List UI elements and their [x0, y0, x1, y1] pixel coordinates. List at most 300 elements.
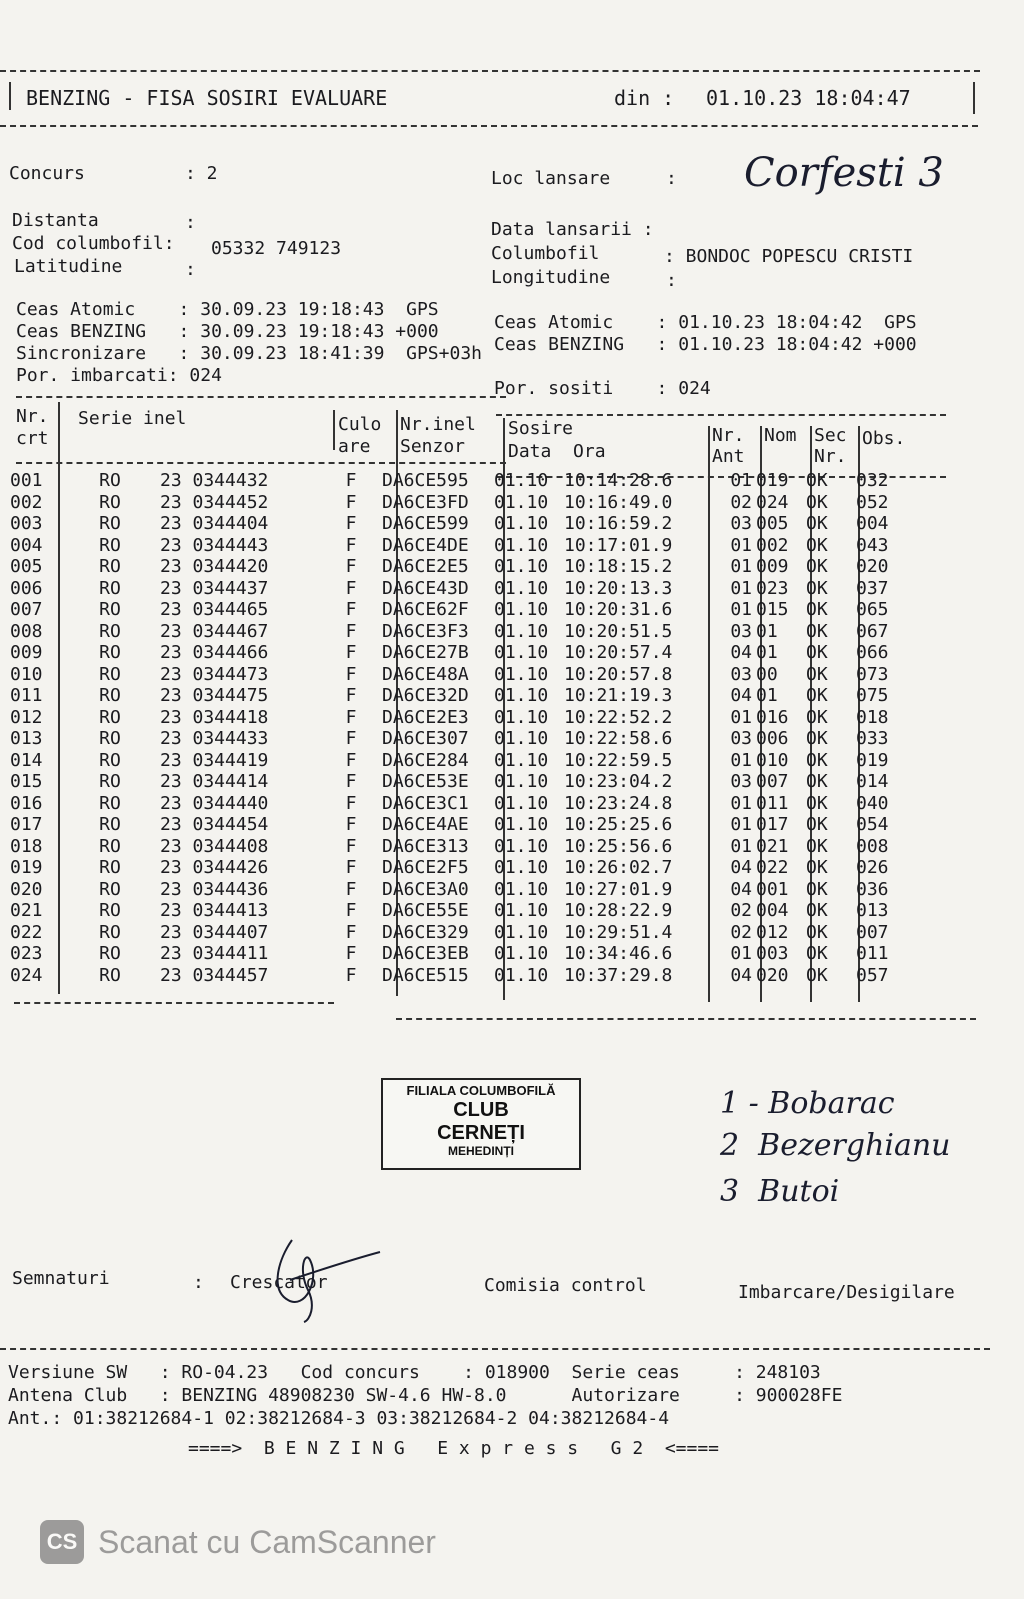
- table-header-rule-left: [16, 462, 506, 464]
- table-row: [10, 750, 916, 772]
- row-antenna: 03: [730, 620, 752, 642]
- distanta-label: Distanta: [12, 210, 99, 231]
- table-row: [10, 513, 916, 535]
- th-senzor: Senzor: [400, 436, 466, 457]
- stamp-line-1: FILIALA COLUMBOFILĂ: [406, 1083, 556, 1098]
- row-senzor: DA6CE55E: [382, 900, 469, 922]
- concurs-label: Concurs: [9, 163, 85, 184]
- row-senzor: DA6CE43D: [382, 577, 469, 599]
- row-serie: 23 0344411: [160, 943, 269, 965]
- commission-member-1: 1 - Bobarac: [720, 1086, 895, 1121]
- row-nom: 004: [756, 900, 789, 922]
- row-nom: 002: [756, 534, 789, 556]
- row-sec: OK: [806, 835, 828, 857]
- row-nom: 023: [756, 577, 789, 599]
- row-antenna: 01: [730, 749, 752, 771]
- row-obs: 004: [856, 513, 889, 535]
- header-bottom-rule: [0, 125, 978, 127]
- row-senzor: DA6CE3A0: [382, 878, 469, 900]
- ceas-benzing-start: Ceas BENZING : 30.09.23 19:18:43 +000: [16, 321, 439, 342]
- row-senzor: DA6CE53E: [382, 771, 469, 793]
- row-date: 01.10: [494, 642, 549, 664]
- table-row: [10, 879, 916, 901]
- data-lansarii-label: Data lansarii :: [491, 219, 654, 240]
- row-antenna: 03: [730, 663, 752, 685]
- row-senzor: DA6CE3F3: [382, 620, 469, 642]
- latitudine-sep: :: [185, 259, 196, 280]
- table-bottom-rule-left: [14, 1002, 334, 1004]
- row-antenna: 01: [730, 556, 752, 578]
- row-obs: 066: [856, 642, 889, 664]
- table-row: [10, 535, 916, 557]
- row-obs: 054: [856, 814, 889, 836]
- camscanner-watermark: [40, 1520, 436, 1564]
- row-nr: 005: [10, 556, 43, 578]
- row-nom: 017: [756, 814, 789, 836]
- row-senzor: DA6CE3C1: [382, 792, 469, 814]
- th-culoare-2: are: [338, 436, 371, 457]
- row-nom: 003: [756, 943, 789, 965]
- row-nr: 018: [10, 835, 43, 857]
- row-sex: F: [345, 534, 357, 556]
- camscanner-logo-icon: CS: [40, 1520, 84, 1564]
- row-antenna: 01: [730, 814, 752, 836]
- row-serie: 23 0344473: [160, 663, 269, 685]
- table-top-rule-left: [16, 396, 506, 398]
- row-senzor: DA6CE32D: [382, 685, 469, 707]
- row-senzor: DA6CE62F: [382, 599, 469, 621]
- row-nr: 013: [10, 728, 43, 750]
- row-country: RO: [99, 706, 121, 728]
- row-time: 10:25:25.6: [564, 814, 673, 836]
- row-antenna: 04: [730, 964, 752, 986]
- row-obs: 075: [856, 685, 889, 707]
- table-row: [10, 728, 916, 750]
- row-antenna: 01: [730, 835, 752, 857]
- row-sec: OK: [806, 556, 828, 578]
- row-sex: F: [345, 878, 357, 900]
- row-date: 01.10: [494, 556, 549, 578]
- row-country: RO: [99, 964, 121, 986]
- row-sex: F: [345, 814, 357, 836]
- row-nom: 01: [756, 685, 778, 707]
- row-obs: 036: [856, 878, 889, 900]
- row-serie: 23 0344404: [160, 513, 269, 535]
- row-sec: OK: [806, 814, 828, 836]
- row-time: 10:18:15.2: [564, 556, 673, 578]
- row-country: RO: [99, 642, 121, 664]
- row-antenna: 02: [730, 921, 752, 943]
- row-time: 10:25:56.6: [564, 835, 673, 857]
- row-obs: 019: [856, 749, 889, 771]
- ceas-atomic-sosire: Ceas Atomic : 01.10.23 18:04:42 GPS: [494, 312, 917, 333]
- row-sec: OK: [806, 921, 828, 943]
- row-nr: 001: [10, 470, 43, 492]
- row-obs: 037: [856, 577, 889, 599]
- row-time: 10:28:22.9: [564, 900, 673, 922]
- ceas-atomic-start: Ceas Atomic : 30.09.23 19:18:43 GPS: [16, 299, 439, 320]
- row-nr: 008: [10, 620, 43, 642]
- row-sex: F: [345, 513, 357, 535]
- row-nr: 010: [10, 663, 43, 685]
- row-nom: 022: [756, 857, 789, 879]
- row-senzor: DA6CE2E3: [382, 706, 469, 728]
- row-antenna: 04: [730, 642, 752, 664]
- row-sex: F: [345, 706, 357, 728]
- row-antenna: 03: [730, 771, 752, 793]
- report-date-value: 01.10.23 18:04:47: [706, 86, 911, 110]
- row-senzor: DA6CE4DE: [382, 534, 469, 556]
- row-serie: 23 0344466: [160, 642, 269, 664]
- th-nom: Nom: [764, 425, 797, 446]
- row-sex: F: [345, 599, 357, 621]
- header-left-bar: [9, 82, 11, 110]
- row-sex: F: [345, 749, 357, 771]
- row-country: RO: [99, 857, 121, 879]
- row-sec: OK: [806, 663, 828, 685]
- row-nr: 003: [10, 513, 43, 535]
- row-time: 10:22:59.5: [564, 749, 673, 771]
- row-serie: 23 0344413: [160, 900, 269, 922]
- club-stamp: [381, 1078, 581, 1170]
- row-country: RO: [99, 921, 121, 943]
- row-sec: OK: [806, 513, 828, 535]
- loc-lansare-sep: :: [666, 168, 677, 189]
- row-antenna: 01: [730, 534, 752, 556]
- row-antenna: 01: [730, 599, 752, 621]
- distanta-sep: :: [185, 212, 196, 233]
- cod-columbofil-value: 05332 749123: [211, 238, 342, 259]
- th-culoare: Culo: [338, 414, 382, 435]
- row-date: 01.10: [494, 728, 549, 750]
- arrivals-table: [10, 470, 916, 986]
- row-time: 10:17:01.9: [564, 534, 673, 556]
- row-obs: 052: [856, 491, 889, 513]
- row-nom: 012: [756, 921, 789, 943]
- table-row: [10, 578, 916, 600]
- row-date: 01.10: [494, 620, 549, 642]
- row-date: 01.10: [494, 534, 549, 556]
- row-date: 01.10: [494, 491, 549, 513]
- row-date: 01.10: [494, 706, 549, 728]
- report-title: BENZING - FISA SOSIRI EVALUARE: [26, 86, 388, 110]
- row-time: 10:34:46.6: [564, 943, 673, 965]
- row-date: 01.10: [494, 663, 549, 685]
- row-obs: 057: [856, 964, 889, 986]
- row-obs: 032: [856, 470, 889, 492]
- row-date: 01.10: [494, 814, 549, 836]
- row-nr: 016: [10, 792, 43, 814]
- row-serie: 23 0344436: [160, 878, 269, 900]
- row-antenna: 04: [730, 878, 752, 900]
- row-sex: F: [345, 470, 357, 492]
- row-country: RO: [99, 814, 121, 836]
- row-nr: 019: [10, 857, 43, 879]
- table-row: [10, 556, 916, 578]
- row-date: 01.10: [494, 857, 549, 879]
- row-senzor: DA6CE4AE: [382, 814, 469, 836]
- row-nom: 020: [756, 964, 789, 986]
- row-sex: F: [345, 663, 357, 685]
- row-nr: 012: [10, 706, 43, 728]
- row-date: 01.10: [494, 792, 549, 814]
- row-obs: 073: [856, 663, 889, 685]
- th-sec-nr: Nr.: [814, 446, 847, 467]
- row-nom: 005: [756, 513, 789, 535]
- row-country: RO: [99, 534, 121, 556]
- row-sec: OK: [806, 706, 828, 728]
- row-country: RO: [99, 513, 121, 535]
- row-country: RO: [99, 771, 121, 793]
- row-country: RO: [99, 900, 121, 922]
- row-nr: 017: [10, 814, 43, 836]
- row-sex: F: [345, 577, 357, 599]
- table-row: [10, 922, 916, 944]
- row-nom: 007: [756, 771, 789, 793]
- row-serie: 23 0344414: [160, 771, 269, 793]
- row-obs: 040: [856, 792, 889, 814]
- row-sex: F: [345, 792, 357, 814]
- latitudine-label: Latitudine: [14, 256, 123, 277]
- row-sec: OK: [806, 599, 828, 621]
- th-nr: Nr.: [16, 406, 49, 427]
- row-antenna: 03: [730, 513, 752, 535]
- row-sex: F: [345, 964, 357, 986]
- row-sex: F: [345, 900, 357, 922]
- table-row: [10, 836, 916, 858]
- table-row: [10, 621, 916, 643]
- footer-top-rule: [0, 1348, 990, 1350]
- th-data-ora: Data Ora: [508, 441, 606, 462]
- row-sex: F: [345, 556, 357, 578]
- camscanner-text: Scanat cu CamScanner: [98, 1523, 436, 1560]
- row-time: 10:16:59.2: [564, 513, 673, 535]
- row-nr: 007: [10, 599, 43, 621]
- row-nr: 009: [10, 642, 43, 664]
- crescator-signature-icon: [250, 1230, 390, 1330]
- row-sex: F: [345, 620, 357, 642]
- row-senzor: DA6CE599: [382, 513, 469, 535]
- cod-columbofil-label: Cod columbofil:: [12, 233, 175, 254]
- th-nr-ant: Nr.: [712, 425, 745, 446]
- columbofil-value: : BONDOC POPESCU CRISTI: [664, 246, 914, 267]
- porumbei-sositi: Por. sositi : 024: [494, 378, 711, 399]
- row-serie: 23 0344432: [160, 470, 269, 492]
- row-sec: OK: [806, 577, 828, 599]
- row-sec: OK: [806, 943, 828, 965]
- row-senzor: DA6CE2E5: [382, 556, 469, 578]
- table-bottom-rule-right: [396, 1018, 976, 1020]
- row-nr: 015: [10, 771, 43, 793]
- row-nr: 011: [10, 685, 43, 707]
- row-serie: 23 0344408: [160, 835, 269, 857]
- row-senzor: DA6CE284: [382, 749, 469, 771]
- longitudine-sep: :: [666, 270, 677, 291]
- footer-brand: ====> B E N Z I N G E x p r e s s G 2 <====: [188, 1438, 720, 1459]
- row-sec: OK: [806, 878, 828, 900]
- table-row: [10, 793, 916, 815]
- row-time: 10:21:19.3: [564, 685, 673, 707]
- row-obs: 033: [856, 728, 889, 750]
- row-antenna: 01: [730, 706, 752, 728]
- row-senzor: DA6CE3EB: [382, 943, 469, 965]
- row-nr: 023: [10, 943, 43, 965]
- row-serie: 23 0344420: [160, 556, 269, 578]
- row-sec: OK: [806, 792, 828, 814]
- longitudine-label: Longitudine: [491, 267, 611, 288]
- row-senzor: DA6CE27B: [382, 642, 469, 664]
- row-serie: 23 0344467: [160, 620, 269, 642]
- row-country: RO: [99, 835, 121, 857]
- row-senzor: DA6CE307: [382, 728, 469, 750]
- concurs-value: : 2: [185, 163, 218, 184]
- row-antenna: 04: [730, 685, 752, 707]
- row-country: RO: [99, 491, 121, 513]
- row-antenna: 01: [730, 792, 752, 814]
- table-row: [10, 771, 916, 793]
- row-date: 01.10: [494, 943, 549, 965]
- row-antenna: 04: [730, 857, 752, 879]
- table-row: [10, 857, 916, 879]
- row-senzor: DA6CE329: [382, 921, 469, 943]
- footer-ant: Ant.: 01:38212684-1 02:38212684-3 03:38212684-2 04:38212684-4: [8, 1408, 670, 1429]
- row-sex: F: [345, 491, 357, 513]
- row-antenna: 01: [730, 470, 752, 492]
- header-right-bar: [973, 82, 975, 114]
- row-nom: 009: [756, 556, 789, 578]
- row-time: 10:37:29.8: [564, 964, 673, 986]
- row-nr: 006: [10, 577, 43, 599]
- header-top-rule: [0, 70, 980, 72]
- table-row: [10, 943, 916, 965]
- th-ant: Ant: [712, 446, 745, 467]
- row-sec: OK: [806, 749, 828, 771]
- row-serie: 23 0344419: [160, 749, 269, 771]
- row-time: 10:22:58.6: [564, 728, 673, 750]
- row-senzor: DA6CE3FD: [382, 491, 469, 513]
- row-serie: 23 0344440: [160, 792, 269, 814]
- row-nom: 01: [756, 620, 778, 642]
- row-serie: 23 0344418: [160, 706, 269, 728]
- table-row: [10, 685, 916, 707]
- row-antenna: 02: [730, 491, 752, 513]
- th-obs: Obs.: [862, 428, 906, 449]
- sincronizare: Sincronizare : 30.09.23 18:41:39 GPS+03h: [16, 343, 482, 364]
- row-senzor: DA6CE595: [382, 470, 469, 492]
- row-sec: OK: [806, 620, 828, 642]
- row-date: 01.10: [494, 900, 549, 922]
- row-time: 10:20:13.3: [564, 577, 673, 599]
- row-sex: F: [345, 857, 357, 879]
- row-country: RO: [99, 556, 121, 578]
- row-obs: 065: [856, 599, 889, 621]
- row-obs: 043: [856, 534, 889, 556]
- row-country: RO: [99, 599, 121, 621]
- row-date: 01.10: [494, 470, 549, 492]
- row-country: RO: [99, 620, 121, 642]
- row-date: 01.10: [494, 749, 549, 771]
- row-serie: 23 0344407: [160, 921, 269, 943]
- row-date: 01.10: [494, 964, 549, 986]
- row-nom: 010: [756, 749, 789, 771]
- row-country: RO: [99, 943, 121, 965]
- row-sec: OK: [806, 857, 828, 879]
- row-country: RO: [99, 792, 121, 814]
- row-nom: 019: [756, 470, 789, 492]
- row-obs: 013: [856, 900, 889, 922]
- table-row: [10, 599, 916, 621]
- row-sex: F: [345, 943, 357, 965]
- row-nr: 004: [10, 534, 43, 556]
- row-nom: 006: [756, 728, 789, 750]
- row-country: RO: [99, 728, 121, 750]
- row-nr: 021: [10, 900, 43, 922]
- row-sex: F: [345, 771, 357, 793]
- stamp-line-2: CLUB: [453, 1098, 509, 1121]
- footer-versiune: Versiune SW : RO-04.23 Cod concurs : 018900 Serie ceas : 248103: [8, 1362, 821, 1383]
- row-nom: 016: [756, 706, 789, 728]
- row-obs: 067: [856, 620, 889, 642]
- row-time: 10:20:51.5: [564, 620, 673, 642]
- row-nom: 001: [756, 878, 789, 900]
- row-time: 10:16:49.0: [564, 491, 673, 513]
- row-nom: 01: [756, 642, 778, 664]
- row-time: 10:20:57.8: [564, 663, 673, 685]
- columbofil-label: Columbofil: [491, 243, 600, 264]
- th-sosire: Sosire: [508, 418, 574, 439]
- report-date-label: din :: [614, 86, 675, 110]
- row-country: RO: [99, 577, 121, 599]
- row-obs: 008: [856, 835, 889, 857]
- row-sec: OK: [806, 728, 828, 750]
- th-sec: Sec: [814, 425, 847, 446]
- row-nom: 021: [756, 835, 789, 857]
- row-senzor: DA6CE515: [382, 964, 469, 986]
- row-serie: 23 0344452: [160, 491, 269, 513]
- row-nom: 015: [756, 599, 789, 621]
- row-sec: OK: [806, 534, 828, 556]
- table-row: [10, 814, 916, 836]
- row-sex: F: [345, 728, 357, 750]
- row-sec: OK: [806, 642, 828, 664]
- row-time: 10:26:02.7: [564, 857, 673, 879]
- row-antenna: 01: [730, 943, 752, 965]
- row-nr: 002: [10, 491, 43, 513]
- row-date: 01.10: [494, 771, 549, 793]
- row-sex: F: [345, 642, 357, 664]
- porumbei-imbarcati: Por. imbarcati: 024: [16, 365, 222, 386]
- row-sec: OK: [806, 900, 828, 922]
- row-sec: OK: [806, 470, 828, 492]
- row-serie: 23 0344475: [160, 685, 269, 707]
- row-time: 10:23:24.8: [564, 792, 673, 814]
- comisia-control-label: Comisia control: [484, 1275, 647, 1296]
- row-nr: 014: [10, 749, 43, 771]
- row-date: 01.10: [494, 921, 549, 943]
- row-sex: F: [345, 685, 357, 707]
- table-row: [10, 470, 916, 492]
- table-row: [10, 965, 916, 987]
- row-sec: OK: [806, 771, 828, 793]
- row-serie: 23 0344454: [160, 814, 269, 836]
- row-country: RO: [99, 470, 121, 492]
- crescator-label: Crescator: [230, 1272, 328, 1293]
- row-senzor: DA6CE2F5: [382, 857, 469, 879]
- row-antenna: 03: [730, 728, 752, 750]
- commission-member-2: 2 Bezerghianu: [720, 1128, 951, 1163]
- row-obs: 011: [856, 943, 889, 965]
- row-nr: 020: [10, 878, 43, 900]
